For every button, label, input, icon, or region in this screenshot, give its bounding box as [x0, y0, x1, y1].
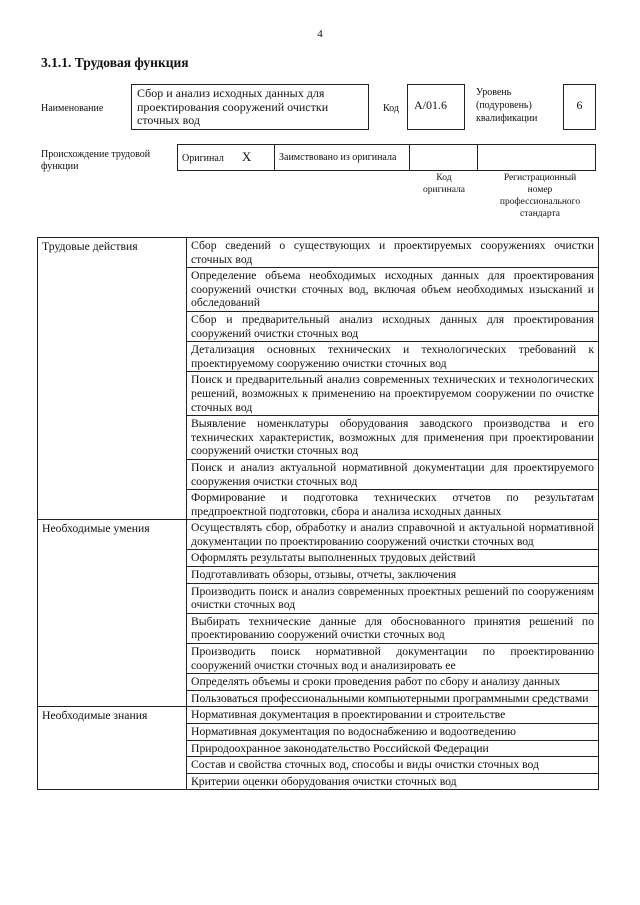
item-cell: Выбирать технические данные для обоснованного принятия решений по проектированию сооружений очистки сточных вод: [187, 613, 599, 643]
function-name-box: Сбор и анализ исходных данных для проектирования сооружений очистки сточных вод: [131, 84, 369, 130]
item-cell: Выявление номенклатуры оборудования заводского производства и его технических характеристик, возможных для применения при проектировании сооружений очистки сточных вод: [187, 416, 599, 460]
page-number: 4: [317, 28, 323, 40]
item-cell: Природоохранное законодательство Российской Федерации: [187, 740, 599, 757]
reg-number-label: [482, 172, 598, 220]
item-cell: Детализация основных технических и технологических требований к проектируемому сооружению очистки сточных вод: [187, 342, 599, 372]
section-title: 3.1.1. Трудовая функция: [41, 55, 189, 70]
reg-number-label-line: стандарта: [520, 209, 560, 219]
category-cell: Трудовые действия: [38, 238, 187, 520]
original-cell: [178, 145, 275, 171]
item-cell: Оформлять результаты выполненных трудовых действий: [187, 550, 599, 567]
function-details-table: [37, 237, 599, 790]
item-cell: Сбор сведений о существующих и проектируемых сооружениях очистки сточных вод: [187, 238, 599, 268]
item-cell: Формирование и подготовка технических отчетов по результатам предпроектной подготовки, сбора и анализа исходных данных: [187, 490, 599, 520]
category-cell: Необходимые умения: [38, 520, 187, 707]
name-label: Наименование: [41, 103, 104, 114]
item-cell: Нормативная документация по водоснабжению и водоотведению: [187, 724, 599, 741]
level-label-line: (подуровень): [476, 100, 532, 111]
qualification-level-box: 6: [563, 84, 596, 130]
original-label: Оригинал: [182, 153, 224, 164]
reg-number-label-line: профессионального: [499, 197, 581, 207]
item-cell: Производить поиск и анализ современных проектных решений по сооружениям очистки сточных вод: [187, 583, 599, 613]
table-row: [38, 520, 599, 550]
code-value-box: A/01.6: [407, 84, 465, 130]
level-label-line: Уровень: [476, 87, 512, 98]
code-original-label-line: оригинала: [423, 185, 465, 195]
item-cell: Пользоваться профессиональными компьютерными программными средствами: [187, 690, 599, 707]
code-original-cell: [410, 145, 478, 171]
borrowed-cell: [275, 145, 410, 171]
item-cell: Подготавливать обзоры, отзывы, отчеты, заключения: [187, 567, 599, 584]
origin-label-line: функции: [41, 161, 79, 172]
item-cell: Определение объема необходимых исходных данных для проектирования сооружений очистки сточных вод, включая объем необходимых изысканий и обследований: [187, 268, 599, 312]
item-cell: Осуществлять сбор, обработку и анализ справочной и актуальной нормативной документации по проектированию сооружений очистки сточных вод: [187, 520, 599, 550]
item-cell: Критерии оценки оборудования очистки сточных вод: [187, 773, 599, 790]
reg-number-label-line: номер: [527, 185, 553, 195]
item-cell: Сбор и предварительный анализ исходных данных для проектирования сооружений очистки сточных вод: [187, 311, 599, 341]
code-original-label-line: Код: [436, 173, 452, 183]
origin-table: [177, 144, 596, 171]
qualification-level-label: [476, 86, 537, 125]
reg-number-label-line: Регистрационный: [503, 173, 577, 183]
origin-label-line: Происхождение трудовой: [41, 149, 151, 160]
borrowed-label: Заимствовано из оригинала: [279, 152, 397, 163]
item-cell: Производить поиск нормативной документации по проектированию сооружений очистки сточных вод и анализировать ее: [187, 644, 599, 674]
item-cell: Определять объемы и сроки проведения работ по сбору и анализу данных: [187, 674, 599, 691]
reg-number-cell: [478, 145, 596, 171]
table-row: [38, 238, 599, 268]
item-cell: Поиск и предварительный анализ современных технических и технологических решений, возможных к применению на проектируемом сооружении по очистке сточных вод: [187, 372, 599, 416]
code-original-label: [410, 172, 478, 196]
table-row: [38, 707, 599, 724]
category-cell: Необходимые знания: [38, 707, 187, 790]
code-label: Код: [383, 103, 399, 114]
original-mark: Х: [241, 149, 252, 164]
item-cell: Нормативная документация в проектировании и строительстве: [187, 707, 599, 724]
level-label-line: квалификации: [476, 113, 538, 124]
origin-label: [41, 149, 150, 173]
item-cell: Состав и свойства сточных вод, способы и виды очистки сточных вод: [187, 757, 599, 774]
item-cell: Поиск и анализ актуальной нормативной документации для проектируемого сооружения очистки сточных вод: [187, 459, 599, 489]
